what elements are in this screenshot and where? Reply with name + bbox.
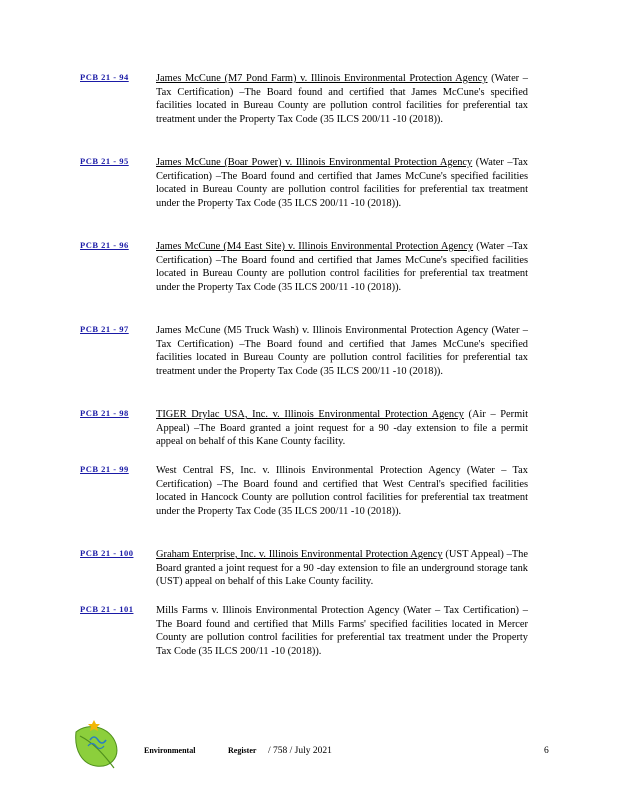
case-entry — [0, 604, 618, 674]
case-summary — [156, 408, 528, 449]
case-number-link[interactable]: PCB 21 - 96 — [80, 240, 129, 250]
case-body: West Central FS, Inc. v. Illinois Environmental Protection Agency (Water – Tax Certification) –The Board found and certified that West Central's specified facilities located in Hancock County are pollution control facilities for preferential tax treatment under the Property Tax Code (35 ILCS 200/11 -10 (2018)). — [156, 465, 528, 517]
case-body: (Water –Tax Certification) –The Board found and certified that James McCune's specified facilities located in Bureau County are pollution control facilities for preferential tax treatment under the Property Tax Code (35 ILCS 200/11 -10 (2018)). — [156, 241, 528, 293]
case-entry — [0, 156, 618, 226]
case-number-link[interactable]: PCB 21 - 95 — [80, 156, 129, 166]
case-title: James McCune (M4 East Site) v. Illinois Environmental Protection Agency — [156, 241, 474, 252]
case-summary — [156, 240, 528, 294]
case-entry — [0, 548, 618, 590]
issue-info: / 758 / July 2021 — [268, 746, 332, 756]
case-list — [0, 72, 618, 688]
page-number: 6 — [544, 746, 549, 756]
case-body: James McCune (M5 Truck Wash) v. Illinois Environmental Protection Agency (Water –Tax Certification) –The Board found and certified that James McCune's specified facilities located in Bureau County are pollution control facilities for preferential tax treatment under the Property Tax Code (35 ILCS 200/11 -10 (2018)). — [156, 325, 528, 377]
case-body: (Water –Tax Certification) –The Board found and certified that James McCune's specified facilities located in Bureau County are pollution control facilities for preferential tax treatment under the Property Tax Code (35 ILCS 200/11 -10 (2018)). — [156, 157, 528, 209]
case-title: James McCune (M7 Pond Farm) v. Illinois Environmental Protection Agency — [156, 73, 488, 84]
leaf-logo-icon — [70, 718, 124, 772]
case-number-link[interactable]: PCB 21 - 94 — [80, 72, 129, 82]
case-entry — [0, 408, 618, 450]
case-title: James McCune (Boar Power) v. Illinois Environmental Protection Agency — [156, 157, 473, 168]
case-entry — [0, 464, 618, 534]
case-entry — [0, 240, 618, 310]
case-number-link[interactable]: PCB 21 - 99 — [80, 464, 129, 474]
case-number-link[interactable]: PCB 21 - 100 — [80, 548, 134, 558]
case-summary — [156, 604, 528, 658]
case-title: TIGER Drylac USA, Inc. v. Illinois Environmental Protection Agency — [156, 409, 464, 420]
publication-name: Environmental — [144, 746, 196, 755]
case-entry — [0, 324, 618, 394]
case-summary — [156, 464, 528, 518]
case-summary — [156, 324, 528, 378]
case-summary — [156, 156, 528, 210]
case-summary — [156, 548, 528, 589]
case-body: (Water –Tax Certification) –The Board found and certified that James McCune's specified facilities located in Bureau County are pollution control facilities for preferential tax treatment under the Property Tax Code (35 ILCS 200/11 -10 (2018)). — [156, 73, 528, 125]
case-body: (Air – Permit Appeal) –The Board granted a joint request for a 90 -day extension to file a permit appeal on behalf of this Kane County facility. — [156, 409, 528, 448]
case-title: Graham Enterprise, Inc. v. Illinois Environmental Protection Agency — [156, 549, 443, 560]
case-number-link[interactable]: PCB 21 - 98 — [80, 408, 129, 418]
case-entry — [0, 72, 618, 142]
case-number-link[interactable]: PCB 21 - 97 — [80, 324, 129, 334]
case-body: Mills Farms v. Illinois Environmental Protection Agency (Water – Tax Certification) –The Board found and certified that Mills Farms' specified facilities located in Mercer County are pollution control facilities for preferential tax treatment under the Property Tax Code (35 ILCS 200/11 -10 (2018)). — [156, 605, 528, 657]
register-label: Register — [228, 746, 257, 755]
page-footer — [0, 718, 618, 788]
case-summary — [156, 72, 528, 126]
case-body: (UST Appeal) –The Board granted a joint request for a 90 -day extension to file an underground storage tank (UST) appeal on behalf of this Lake County facility. — [156, 549, 528, 588]
case-number-link[interactable]: PCB 21 - 101 — [80, 604, 134, 614]
